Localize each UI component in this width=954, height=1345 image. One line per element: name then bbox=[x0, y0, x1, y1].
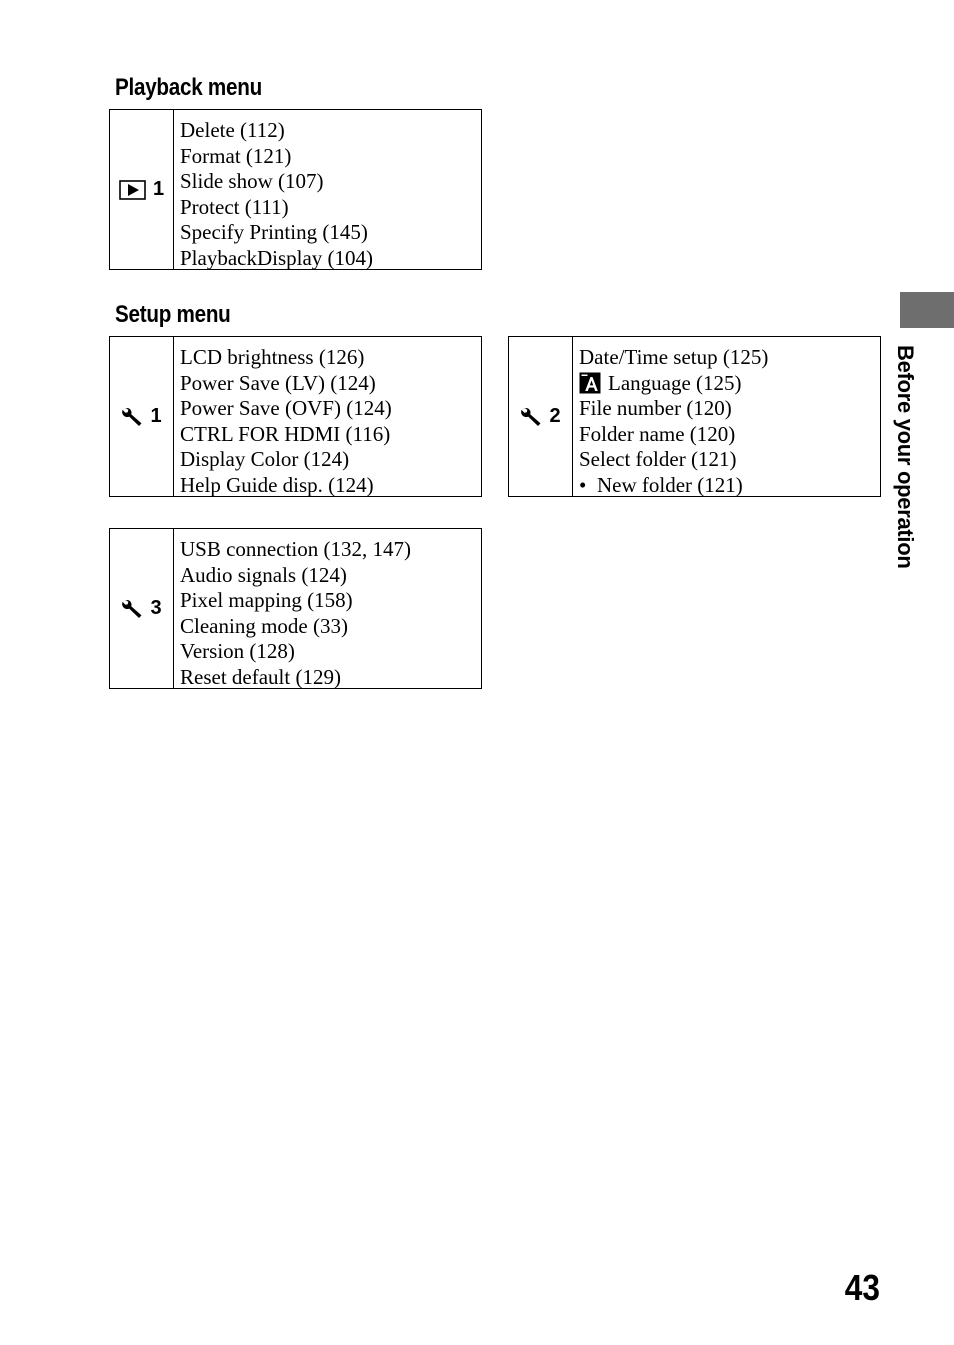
menu-item-date-time-setup: Date/Time setup (125) bbox=[579, 345, 769, 369]
menu-item-power-save-ovf: Power Save (OVF) (124) bbox=[180, 396, 392, 421]
play-icon bbox=[119, 180, 146, 200]
bullet-mark: • bbox=[579, 472, 587, 497]
menu-item-protect: Protect (111) bbox=[180, 194, 289, 219]
menu-item-ctrl-for-hdmi: CTRL FOR HDMI (116) bbox=[180, 421, 391, 446]
menu-item-format: Format (121) bbox=[180, 143, 292, 168]
section-tab-marker bbox=[900, 292, 954, 328]
menu-item-reset-default: Reset default (129) bbox=[180, 664, 341, 689]
playback-menu-table-1 bbox=[109, 109, 482, 270]
menu-item-audio-signals: Audio signals (124) bbox=[180, 562, 347, 587]
menu-item-pixel-mapping: Pixel mapping (158) bbox=[180, 588, 353, 613]
menu-items bbox=[174, 529, 411, 688]
wrench-icon bbox=[121, 599, 143, 619]
language-icon bbox=[579, 372, 601, 394]
menu-item-folder-name: Folder name (120) bbox=[579, 421, 736, 446]
menu-item-new-folder bbox=[579, 473, 768, 499]
setup-menu-table-1 bbox=[109, 336, 482, 497]
menu-item-version: Version (128) bbox=[180, 639, 295, 664]
section-label: Before your operation bbox=[893, 345, 918, 569]
page-number: 43 bbox=[844, 1267, 880, 1308]
menu-item-delete: Delete (112) bbox=[180, 118, 285, 142]
playback-menu-heading: Playback menu bbox=[115, 74, 262, 101]
menu-items bbox=[174, 110, 373, 269]
menu-item-select-folder: Select folder (121) bbox=[579, 447, 737, 472]
tab-number: 1 bbox=[150, 405, 162, 427]
tab-number: 1 bbox=[152, 178, 165, 200]
tab-cell bbox=[509, 337, 573, 496]
menu-item-file-number: File number (120) bbox=[579, 396, 732, 421]
menu-item-cleaning-mode: Cleaning mode (33) bbox=[180, 613, 348, 638]
wrench-icon bbox=[121, 407, 143, 427]
menu-item-power-save-lv: Power Save (LV) (124) bbox=[180, 370, 376, 395]
tab-cell bbox=[110, 337, 174, 496]
menu-item-language bbox=[579, 371, 768, 397]
tab-number: 2 bbox=[549, 405, 561, 427]
menu-item-playback-display: PlaybackDisplay (104) bbox=[180, 245, 374, 270]
menu-item-slide-show: Slide show (107) bbox=[180, 169, 324, 194]
tab-cell bbox=[110, 110, 174, 269]
menu-item-display-color: Display Color (124) bbox=[180, 447, 350, 472]
menu-items bbox=[174, 337, 392, 496]
menu-item-specify-printing: Specify Printing (145) bbox=[180, 220, 368, 245]
menu-item-language-label: Language (125) bbox=[608, 370, 742, 395]
menu-item-help-guide-disp: Help Guide disp. (124) bbox=[180, 472, 374, 497]
menu-items bbox=[573, 337, 768, 496]
tab-cell bbox=[110, 529, 174, 688]
setup-menu-table-3 bbox=[109, 528, 482, 689]
setup-menu-table-2 bbox=[508, 336, 881, 497]
menu-item-usb-connection: USB connection (132, 147) bbox=[180, 537, 411, 561]
setup-menu-heading: Setup menu bbox=[115, 301, 231, 328]
menu-item-lcd-brightness: LCD brightness (126) bbox=[180, 345, 365, 369]
menu-item-new-folder-label: New folder (121) bbox=[597, 472, 743, 497]
wrench-icon bbox=[520, 407, 542, 427]
tab-number: 3 bbox=[150, 597, 162, 619]
